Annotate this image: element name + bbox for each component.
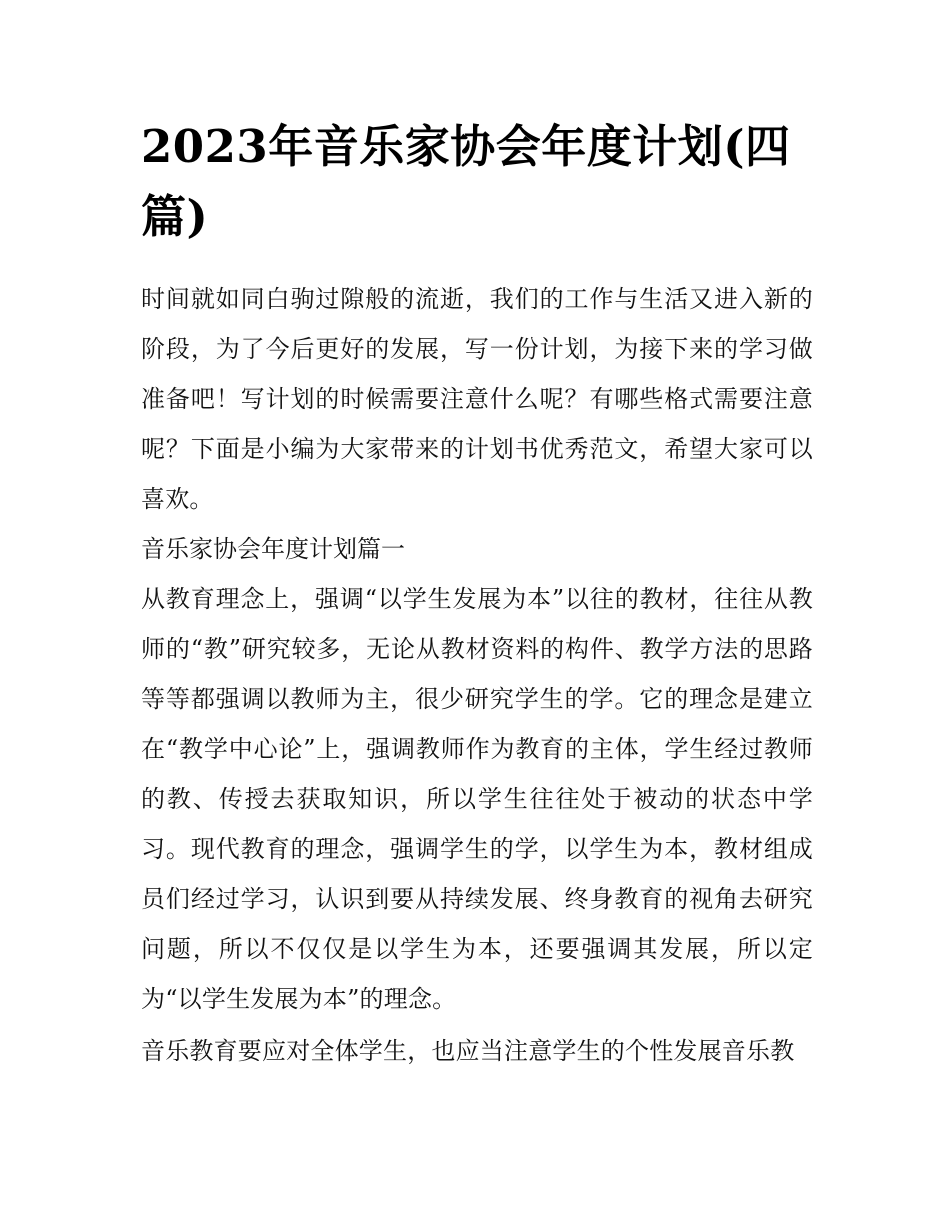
document-page — [141, 112, 813, 1076]
body-paragraph-1: 从教育理念上，强调“以学生发展为本”以往的教材，往往从教师的“教”研究较多，无论从教材资料的构件、教学方法的思路等等都强调以教师为主，很少研究学生的学。它的理念是建立在“教学中心论”上，强调教师作为教育的主体，学生经过教师的教、传授去获取知识，所以学生往往处于被动的状态中学习。现代教育的理念，强调学生的学，以学生为本，教材组成员们经过学习，认识到要从持续发展、终身教育的视角去研究问题，所以不仅仅是以学生为本，还要强调其发展，所以定为“以学生发展为本”的理念。 — [141, 585, 813, 1013]
document-title: 2023年音乐家协会年度计划(四篇) — [141, 120, 791, 243]
intro-paragraph: 时间就如同白驹过隙般的流逝，我们的工作与生活又进入新的阶段，为了今后更好的发展，写一份计划，为接下来的学习做准备吧！写计划的时候需要注意什么呢？有哪些格式需要注意呢？下面是小编为大家带来的计划书优秀范文，希望大家可以喜欢。 — [141, 285, 813, 513]
body-paragraph-2: 音乐教育要应对全体学生，也应当注意学生的个性发展音乐教 — [141, 1037, 795, 1065]
section-heading: 音乐家协会年度计划篇一 — [141, 535, 405, 563]
